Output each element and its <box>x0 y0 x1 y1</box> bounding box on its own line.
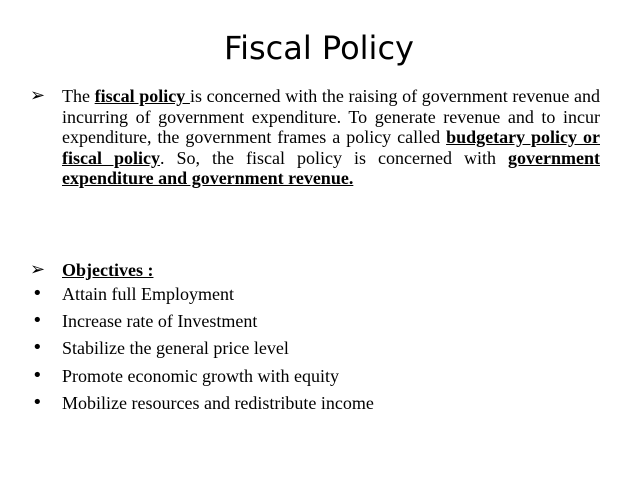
objective-text: Promote economic growth with equity <box>62 365 339 386</box>
objective-item <box>30 338 374 365</box>
budgetary-policy-term: budgetary policy or fiscal policy <box>62 127 600 168</box>
objectives-list <box>30 284 374 420</box>
bullet-dot-icon: • <box>32 391 43 413</box>
bullet-dot-icon: • <box>32 310 43 332</box>
objectives-heading: Objectives : <box>62 260 154 280</box>
slide-title: Fiscal Policy <box>224 29 414 67</box>
objective-item <box>30 311 374 338</box>
bullet-dot-icon: • <box>32 283 43 304</box>
intro-paragraph <box>62 86 600 189</box>
objective-text: Increase rate of Investment <box>62 311 258 332</box>
fiscal-policy-term: fiscal policy <box>94 86 190 106</box>
bullet-dot-icon: • <box>32 364 43 386</box>
expenditure-revenue-term: government expenditure and government revenue. <box>62 147 600 188</box>
arrow-bullet-icon: ➢ <box>30 259 46 280</box>
objective-text: Attain full Employment <box>62 284 234 304</box>
objective-item <box>30 393 374 420</box>
objective-text: Stabilize the general price level <box>62 338 289 359</box>
bullet-dot-icon: • <box>32 337 43 359</box>
objective-text: Mobilize resources and redistribute income <box>62 392 374 413</box>
objective-item <box>30 366 374 393</box>
intro-text-2: is concerned with the raising of government revenue and incurring of government expenditure. To generate revenue and to incur expenditure, the government frames a policy called <box>62 86 601 147</box>
arrow-bullet-icon: ➢ <box>30 85 46 106</box>
intro-text-1: The <box>62 86 95 106</box>
intro-text-3: . So, the fiscal policy is concerned with <box>160 147 509 168</box>
objective-item <box>30 284 374 311</box>
